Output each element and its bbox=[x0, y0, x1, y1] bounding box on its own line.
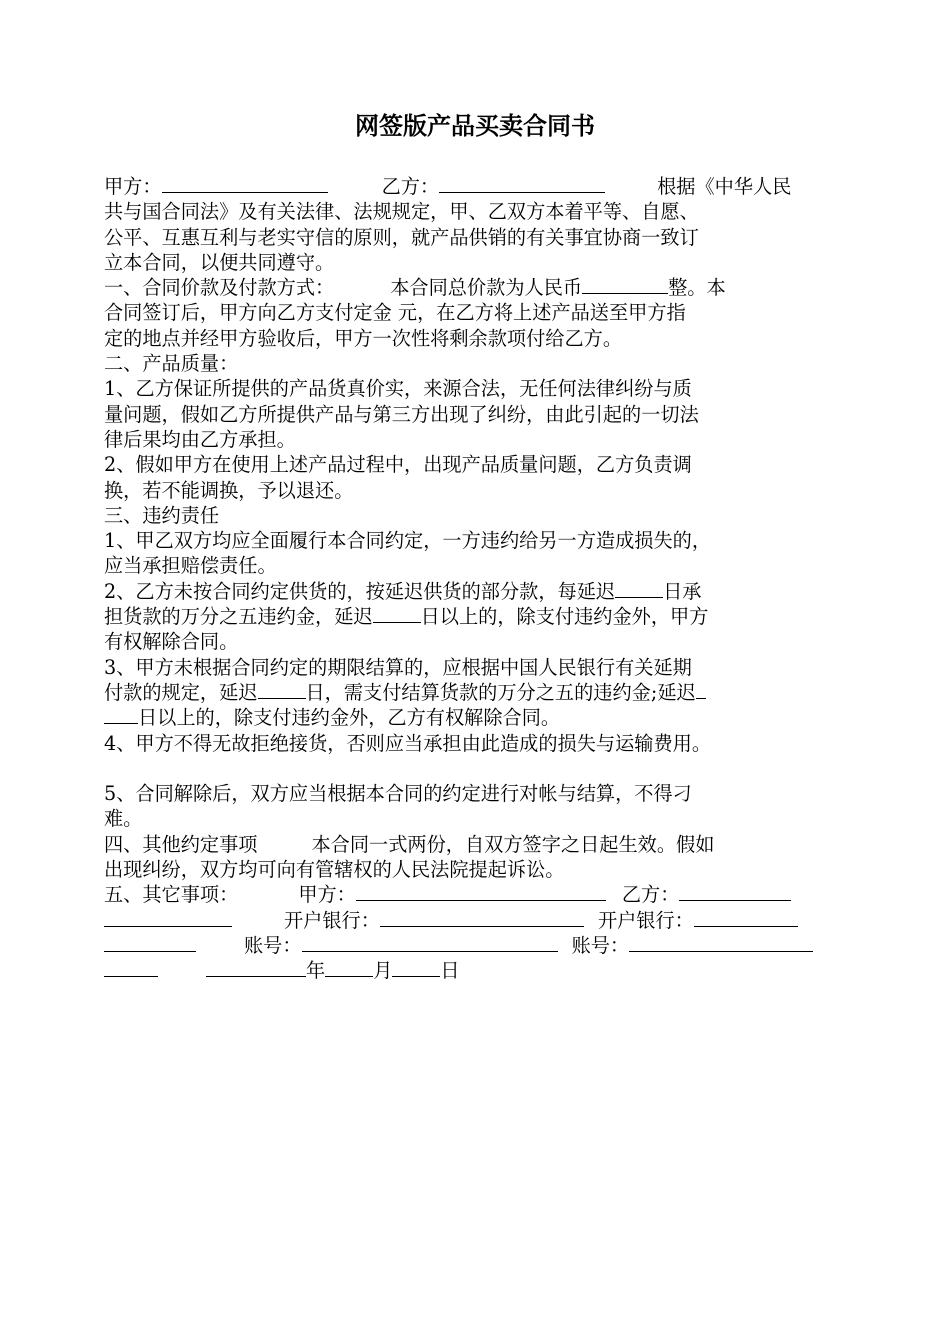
section5-line-1 bbox=[104, 882, 856, 907]
account-b-blank-2[interactable] bbox=[104, 975, 158, 977]
section3-item3-line-2 bbox=[104, 680, 856, 705]
section1-line-1 bbox=[104, 275, 856, 300]
section2-item1-line-1: 1、乙方保证所提供的产品货真价实，来源合法，无任何法律纠纷与质 bbox=[104, 377, 692, 401]
day-blank[interactable] bbox=[392, 975, 440, 977]
section3-item2-line-1 bbox=[104, 579, 856, 604]
section2-heading: 二、产品质量： bbox=[104, 352, 239, 376]
bank-label-b: 开户银行： bbox=[597, 908, 694, 932]
section3-item2-text-2b: 日以上的，除支付违约金外，甲方 bbox=[420, 605, 709, 629]
section3-item1-line-2: 应当承担赔偿责任。 bbox=[104, 554, 277, 578]
account-label-a: 账号： bbox=[244, 933, 302, 957]
document-title: 网签版产品买卖合同书 bbox=[355, 112, 595, 140]
section5-line-2 bbox=[104, 908, 856, 933]
intro-line-3: 公平、互惠互利与老实守信的原则，就产品供销的有关事宜协商一致订 bbox=[104, 225, 699, 249]
intro-text-1: 根据《中华人民 bbox=[657, 175, 792, 198]
year-blank[interactable] bbox=[206, 975, 306, 977]
section5-party-b-blank-2[interactable] bbox=[104, 925, 232, 927]
section4-heading: 四、其他约定事项 bbox=[104, 832, 258, 856]
party-b-label: 乙方： bbox=[381, 175, 440, 198]
section1-line-2: 合同签订后，甲方向乙方支付定金 元，在乙方将上述产品送至甲方指 bbox=[104, 301, 686, 325]
section5-line-3 bbox=[104, 933, 856, 958]
bank-b-blank-1[interactable] bbox=[694, 925, 798, 927]
party-a-label: 甲方： bbox=[104, 175, 162, 198]
month-blank[interactable] bbox=[325, 975, 373, 977]
bank-a-blank[interactable] bbox=[380, 925, 584, 927]
section3-heading: 三、违约责任 bbox=[104, 503, 220, 527]
section3-item2-text-1b: 日承 bbox=[663, 579, 702, 603]
section4-line-1 bbox=[104, 832, 856, 857]
delay-days-blank-2[interactable] bbox=[373, 621, 421, 623]
section5-line-4 bbox=[104, 958, 856, 983]
blank-line bbox=[104, 756, 856, 781]
section3-item2-text-2a: 担货款的万分之五违约金，延迟 bbox=[104, 605, 373, 629]
section5-party-a-blank[interactable] bbox=[356, 899, 606, 901]
year-label: 年 bbox=[306, 959, 326, 983]
delay-days-blank-3[interactable] bbox=[258, 697, 306, 699]
delay-days-blank-4a[interactable] bbox=[696, 697, 706, 699]
party-b-blank[interactable] bbox=[439, 191, 605, 193]
intro-line-1 bbox=[104, 174, 856, 199]
section2-item2-line-2: 换，若不能调换，予以退还。 bbox=[104, 478, 354, 502]
section3-item3-text-2a: 付款的规定，延迟 bbox=[104, 680, 258, 704]
section4-text-1: 本合同一式两份，自双方签字之日起生效。假如 bbox=[311, 832, 715, 856]
intro-line-4: 立本合同，以便共同遵守。 bbox=[104, 250, 335, 274]
section3-item2-line-2 bbox=[104, 604, 856, 629]
section3-item4: 4、甲方不得无故拒绝接货，否则应当承担由此造成的损失与运输费用。 bbox=[104, 731, 712, 755]
section2-item1-line-3: 律后果均由乙方承担。 bbox=[104, 427, 296, 451]
account-b-blank-1[interactable] bbox=[629, 950, 813, 952]
section3-item3-line-3 bbox=[104, 705, 856, 730]
section3-item2-line-3: 有权解除合同。 bbox=[104, 630, 239, 654]
section4-line-2: 出现纠纷，双方均可向有管辖权的人民法院提起诉讼。 bbox=[104, 858, 565, 882]
section5-party-b-label: 乙方： bbox=[621, 883, 680, 907]
section3-item1-line-1: 1、甲乙双方均应全面履行本合同约定，一方违约给另一方造成损失的， bbox=[104, 529, 712, 553]
bank-label-a: 开户银行： bbox=[284, 908, 380, 932]
section3-item3-text-3: 日以上的，除支付违约金外，乙方有权解除合同。 bbox=[138, 706, 561, 730]
section3-item5-line-1: 5、合同解除后，双方应当根据本合同的约定进行对帐与结算，不得刁 bbox=[104, 782, 692, 806]
section3-item3-text-2b: 日，需支付结算货款的万分之五的违约金;延迟 bbox=[305, 680, 696, 704]
section2-item1-line-2: 量问题，假如乙方所提供产品与第三方出现了纠纷，由此引起的一切法 bbox=[104, 402, 699, 426]
party-a-blank[interactable] bbox=[162, 191, 328, 193]
section5-party-b-blank-1[interactable] bbox=[679, 899, 791, 901]
total-price-blank[interactable] bbox=[582, 292, 668, 294]
delay-days-blank-4b[interactable] bbox=[104, 722, 138, 724]
section3-item2-text-1a: 2、乙方未按合同约定供货的，按延迟供货的部分款，每延迟 bbox=[104, 579, 616, 603]
section1-line-3: 定的地点并经甲方验收后，甲方一次性将剩余款项付给乙方。 bbox=[104, 326, 623, 350]
section1-heading: 一、合同价款及付款方式： bbox=[104, 276, 335, 300]
section1-text-1a: 本合同总价款为人民币 bbox=[390, 276, 583, 300]
delay-days-blank-1[interactable] bbox=[615, 596, 663, 598]
section3-item5-line-2: 难。 bbox=[104, 807, 143, 831]
bank-b-blank-2[interactable] bbox=[104, 950, 196, 952]
contract-body bbox=[104, 174, 856, 984]
section1-text-1b: 整。本 bbox=[668, 276, 726, 300]
section2-item2-line-1: 2、假如甲方在使用上述产品过程中，出现产品质量问题，乙方负责调 bbox=[104, 453, 692, 477]
account-label-b: 账号： bbox=[571, 933, 630, 957]
day-label: 日 bbox=[440, 959, 460, 983]
section3-item3-line-1: 3、甲方未根据合同约定的期限结算的，应根据中国人民银行有关延期 bbox=[104, 655, 692, 679]
section5-party-a-label: 甲方： bbox=[298, 883, 356, 907]
month-label: 月 bbox=[373, 959, 393, 983]
section5-heading: 五、其它事项： bbox=[104, 883, 239, 907]
intro-line-2: 共与国合同法》及有关法律、法规规定，甲、乙双方本着平等、自愿、 bbox=[104, 200, 699, 224]
account-a-blank[interactable] bbox=[302, 950, 558, 952]
